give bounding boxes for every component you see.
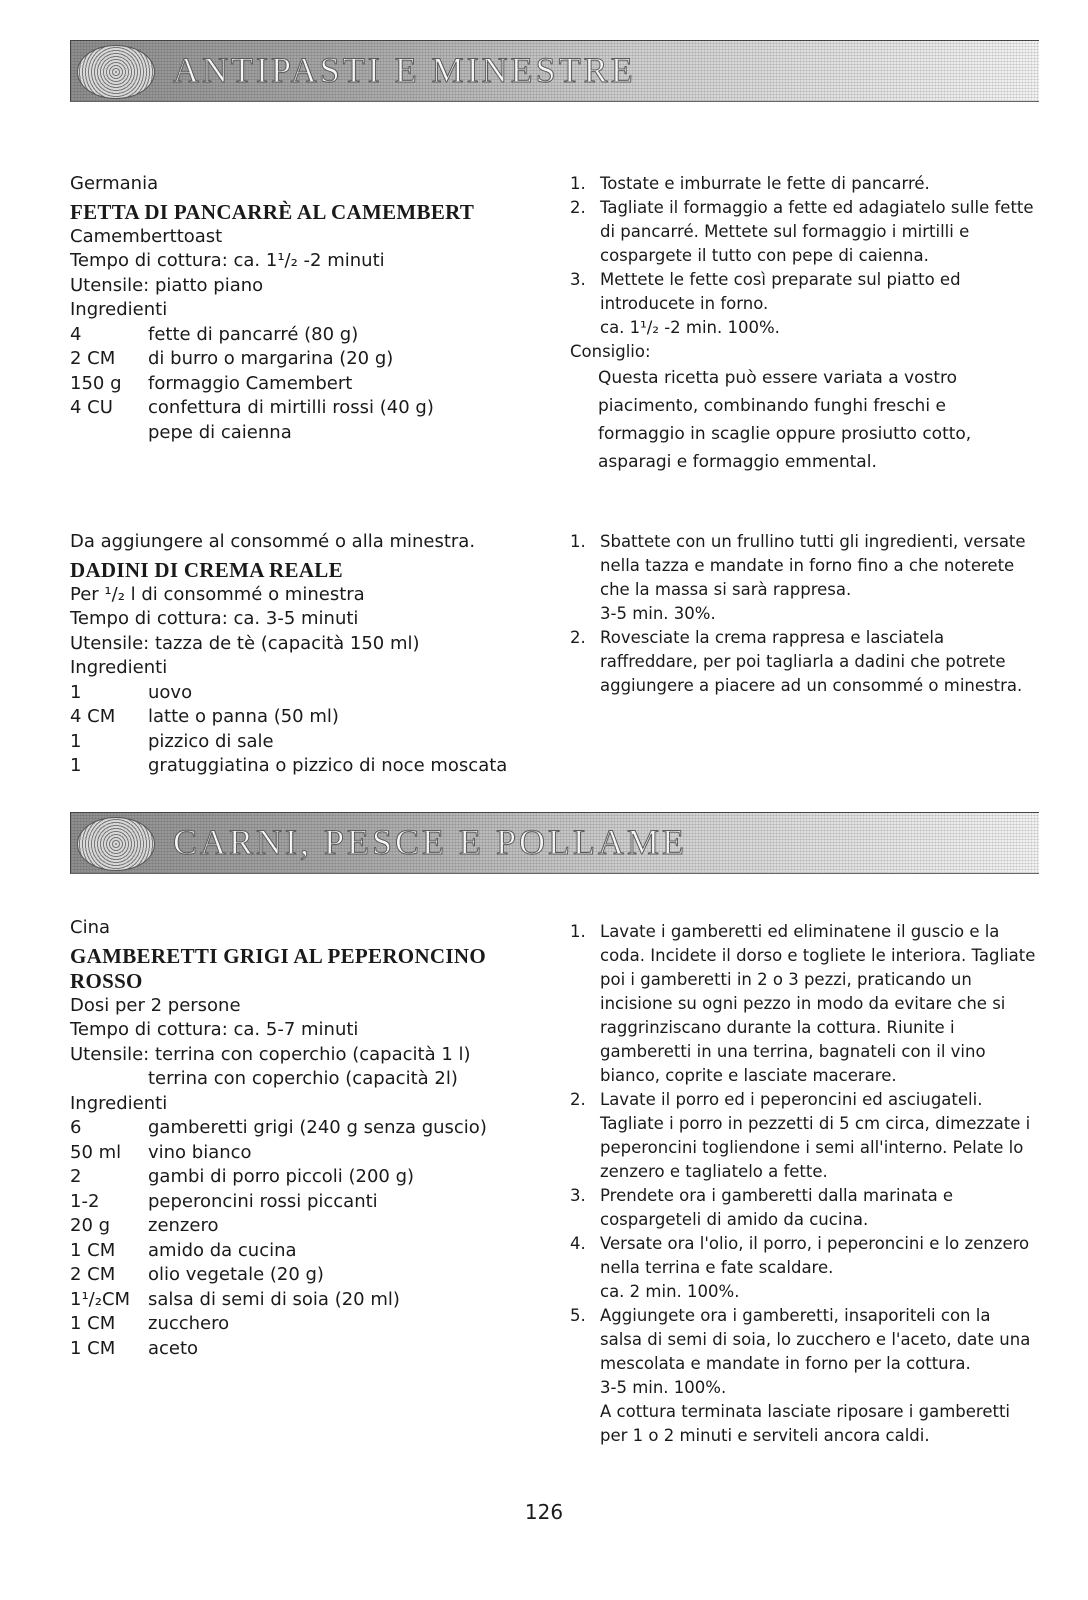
- step-text: Rovesciate la crema rappresa e lasciatela raffreddare, per poi tagliarla a dadini che potrete aggiungere a piacere ad un consommé o minestra.: [600, 628, 1023, 695]
- ingredient-desc: olio vegetale (20 g): [148, 1264, 324, 1285]
- ingredient-qty: 2 CM: [70, 348, 116, 369]
- cooking-time: Tempo di cottura: ca. 3-5 minuti: [70, 608, 359, 629]
- cooking-time: Tempo di cottura: ca. 1¹/₂ -2 minuti: [70, 250, 385, 271]
- ingredient-row: [70, 1214, 550, 1239]
- step-text: Tostate e imburrate le fette di pancarré.: [600, 174, 930, 193]
- recipe-title: FETTA DI PANCARRÈ AL CAMEMBERT: [70, 199, 475, 224]
- ingredient-desc: gambi di porro piccoli (200 g): [148, 1166, 415, 1187]
- ingredient-qty: 4: [70, 323, 82, 345]
- ingredient-desc: fette di pancarré (80 g): [148, 323, 359, 345]
- ingredients-label: Ingredienti: [70, 1092, 168, 1114]
- power-setting: 3-5 min. 100%.: [600, 1378, 727, 1397]
- ingredient-row: [70, 323, 550, 348]
- ingredient-desc: gratuggiatina o pizzico di noce moscata: [148, 755, 508, 776]
- tip-text: Questa ricetta può essere variata a vostro piacimento, combinando funghi freschi e formaggio in scaglie oppure prosiutto cotto, asparagi e formaggio emmental.: [598, 368, 972, 472]
- ingredient-desc: zucchero: [148, 1313, 230, 1334]
- plate-emblem-icon: [77, 45, 155, 99]
- ingredient-row: [70, 421, 550, 446]
- ingredient-desc: vino bianco: [148, 1141, 252, 1163]
- step-number: 3.: [570, 270, 586, 289]
- ingredient-qty: 50 ml: [70, 1141, 122, 1163]
- step-item: [570, 920, 1036, 1088]
- recipe2-steps: [570, 530, 1036, 698]
- step-number: 2.: [570, 1090, 586, 1109]
- step-text: Tagliate il formaggio a fette ed adagiatelo sulle fette di pancarré. Mettete sul formaggio i mirtilli e cospargete il tutto con pepe di caienna.: [600, 198, 1034, 265]
- ingredient-qty: 1 CM: [70, 1337, 116, 1359]
- step-item: [570, 530, 1036, 602]
- ingredient-row: [70, 1190, 550, 1215]
- step-item: [570, 1304, 1036, 1376]
- ingredient-list: [70, 323, 550, 446]
- step-item: [570, 172, 1036, 196]
- ingredient-row: [70, 372, 550, 397]
- step-item: [570, 196, 1036, 268]
- ingredient-qty: 2: [70, 1166, 82, 1187]
- step-number: 1.: [570, 174, 586, 193]
- ingredient-desc: formaggio Camembert: [148, 372, 353, 394]
- utensil: Utensile: terrina con coperchio (capacità 1 l): [70, 1043, 471, 1065]
- ingredient-qty: 1 CM: [70, 1239, 116, 1261]
- cooking-time: Tempo di cottura: ca. 5-7 minuti: [70, 1019, 359, 1040]
- recipe-country: Germania: [70, 173, 159, 194]
- ingredient-qty: 150 g: [70, 372, 122, 394]
- ingredient-desc: aceto: [148, 1337, 199, 1359]
- end-note: A cottura terminata lasciate riposare i gamberetti per 1 o 2 minuti e serviteli ancora caldi.: [600, 1402, 1010, 1445]
- step-item: [570, 626, 1036, 698]
- ingredient-row: [70, 1337, 550, 1362]
- step-text: Versate ora l'olio, il porro, i peperoncini e lo zenzero nella terrina e fate scaldare.: [600, 1234, 1030, 1277]
- ingredient-desc: salsa di semi di soia (20 ml): [148, 1288, 400, 1310]
- ingredient-desc: zenzero: [148, 1215, 219, 1236]
- recipe-title: GAMBERETTI GRIGI AL PEPERONCINO ROSSO: [70, 943, 486, 993]
- ingredient-row: [70, 1141, 550, 1166]
- utensil: Utensile: tazza de tè (capacità 150 ml): [70, 632, 420, 654]
- ingredient-qty: 6: [70, 1117, 82, 1138]
- power-setting: ca. 2 min. 100%.: [600, 1282, 740, 1301]
- ingredient-qty: 4 CM: [70, 706, 116, 727]
- step-number: 4.: [570, 1234, 586, 1253]
- step-item: [570, 268, 1036, 316]
- ingredient-row: [70, 1165, 550, 1190]
- ingredient-qty: [70, 421, 148, 446]
- step-number: 2.: [570, 628, 586, 647]
- step-text: Aggiungete ora i gamberetti, insaporiteli con la salsa di semi di soia, lo zucchero e l'aceto, date una mescolata e mandate in forno per la cottura.: [600, 1306, 1031, 1373]
- ingredient-row: [70, 347, 550, 372]
- ingredient-qty: 2 CM: [70, 1264, 116, 1285]
- plate-emblem-icon: [77, 817, 155, 871]
- ingredient-qty: 1 CM: [70, 1313, 116, 1334]
- step-number: 1.: [570, 532, 586, 551]
- ingredient-desc: peperoncini rossi piccanti: [148, 1190, 378, 1212]
- recipe1-steps: [570, 172, 1036, 476]
- section-title: ANTIPASTI E MINESTRE: [173, 50, 636, 90]
- ingredient-row: [70, 730, 550, 755]
- ingredient-desc: di burro o margarina (20 g): [148, 348, 394, 369]
- ingredient-row: [70, 754, 550, 779]
- ingredient-qty: 1¹/₂CM: [70, 1288, 131, 1310]
- recipe-subtitle: Per ¹/₂ l di consommé o minestra: [70, 583, 365, 605]
- recipe-title: DADINI DI CREMA REALE: [70, 557, 343, 582]
- ingredient-qty: 1: [70, 730, 82, 752]
- ingredient-qty: 20 g: [70, 1215, 111, 1236]
- power-setting: ca. 1¹/₂ -2 min. 100%.: [600, 318, 780, 337]
- step-text: Sbattete con un frullino tutti gli ingredienti, versate nella tazza e mandate in forno fino a che noterete che la massa si sarà rappresa.: [600, 532, 1026, 599]
- step-text: Prendete ora i gamberetti dalla marinata e cospargeteli di amido da cucina.: [600, 1186, 954, 1229]
- ingredient-desc: latte o panna (50 ml): [148, 706, 339, 727]
- page-number: 126: [524, 1500, 564, 1524]
- step-item: [570, 1088, 1036, 1184]
- ingredient-qty: 1: [70, 755, 82, 776]
- recipe3-info: [70, 916, 550, 1361]
- ingredient-qty: 4 CU: [70, 397, 113, 418]
- section-banner-antipasti: [70, 40, 1039, 102]
- recipe-country: Cina: [70, 917, 111, 938]
- ingredient-row: [70, 1288, 550, 1313]
- ingredient-qty: 1-2: [70, 1190, 100, 1212]
- recipe3-steps: [570, 920, 1036, 1448]
- ingredients-label: Ingredienti: [70, 299, 168, 320]
- utensil: Utensile: piatto piano: [70, 274, 264, 296]
- ingredient-desc: confettura di mirtilli rossi (40 g): [148, 397, 434, 418]
- section-title: CARNI, PESCE E POLLAME: [173, 822, 688, 862]
- recipe2-info: [70, 530, 550, 779]
- step-item: [570, 1232, 1036, 1280]
- step-text: Lavate i gamberetti ed eliminatene il guscio e la coda. Incidete il dorso e togliete le interiora. Tagliate poi i gamberetti in 2 o 3 pezzi, praticando un incisione su ogni pezzo in modo da evitare che si raggrinziscano durante la cottura. Riunite i gamberetti in una terrina, bagnateli con il vino bianco, coprite e lasciate macerare.: [600, 922, 1036, 1085]
- ingredient-desc: pizzico di sale: [148, 730, 274, 752]
- section-banner-carni: [70, 812, 1039, 874]
- step-number: 1.: [570, 922, 586, 941]
- ingredient-desc: pepe di caienna: [148, 421, 292, 443]
- recipe-subtitle: Camemberttoast: [70, 225, 223, 247]
- recipe-subtitle: Dosi per 2 persone: [70, 994, 241, 1016]
- ingredient-row: [70, 1312, 550, 1337]
- recipe1-info: [70, 172, 550, 445]
- step-text: Lavate il porro ed i peperoncini ed asciugateli. Tagliate i porro in pezzetti di 5 cm circa, dimezzate i peperoncini togliendone i semi all'interno. Pelate lo zenzero e tagliatelo a fette.: [600, 1090, 1031, 1181]
- utensil-secondary: terrina con coperchio (capacità 2l): [148, 1068, 458, 1089]
- ingredient-desc: gamberetti grigi (240 g senza guscio): [148, 1117, 487, 1138]
- step-text: Mettete le fette così preparate sul piatto ed introducete in forno.: [600, 270, 961, 313]
- ingredient-list: [70, 681, 550, 779]
- recipe-country: Da aggiungere al consommé o alla minestra.: [70, 531, 476, 552]
- ingredient-row: [70, 396, 550, 421]
- power-setting: 3-5 min. 30%.: [600, 604, 716, 623]
- step-item: [570, 1184, 1036, 1232]
- ingredient-row: [70, 1263, 550, 1288]
- ingredient-row: [70, 705, 550, 730]
- tip-label: Consiglio:: [570, 342, 651, 361]
- ingredients-label: Ingredienti: [70, 657, 168, 678]
- ingredient-desc: amido da cucina: [148, 1239, 297, 1261]
- ingredient-row: [70, 1116, 550, 1141]
- step-number: 5.: [570, 1306, 586, 1325]
- ingredient-desc: uovo: [148, 681, 193, 703]
- ingredient-row: [70, 681, 550, 706]
- step-number: 2.: [570, 198, 586, 217]
- ingredient-qty: 1: [70, 681, 82, 703]
- ingredient-list: [70, 1116, 550, 1361]
- ingredient-row: [70, 1239, 550, 1264]
- step-number: 3.: [570, 1186, 586, 1205]
